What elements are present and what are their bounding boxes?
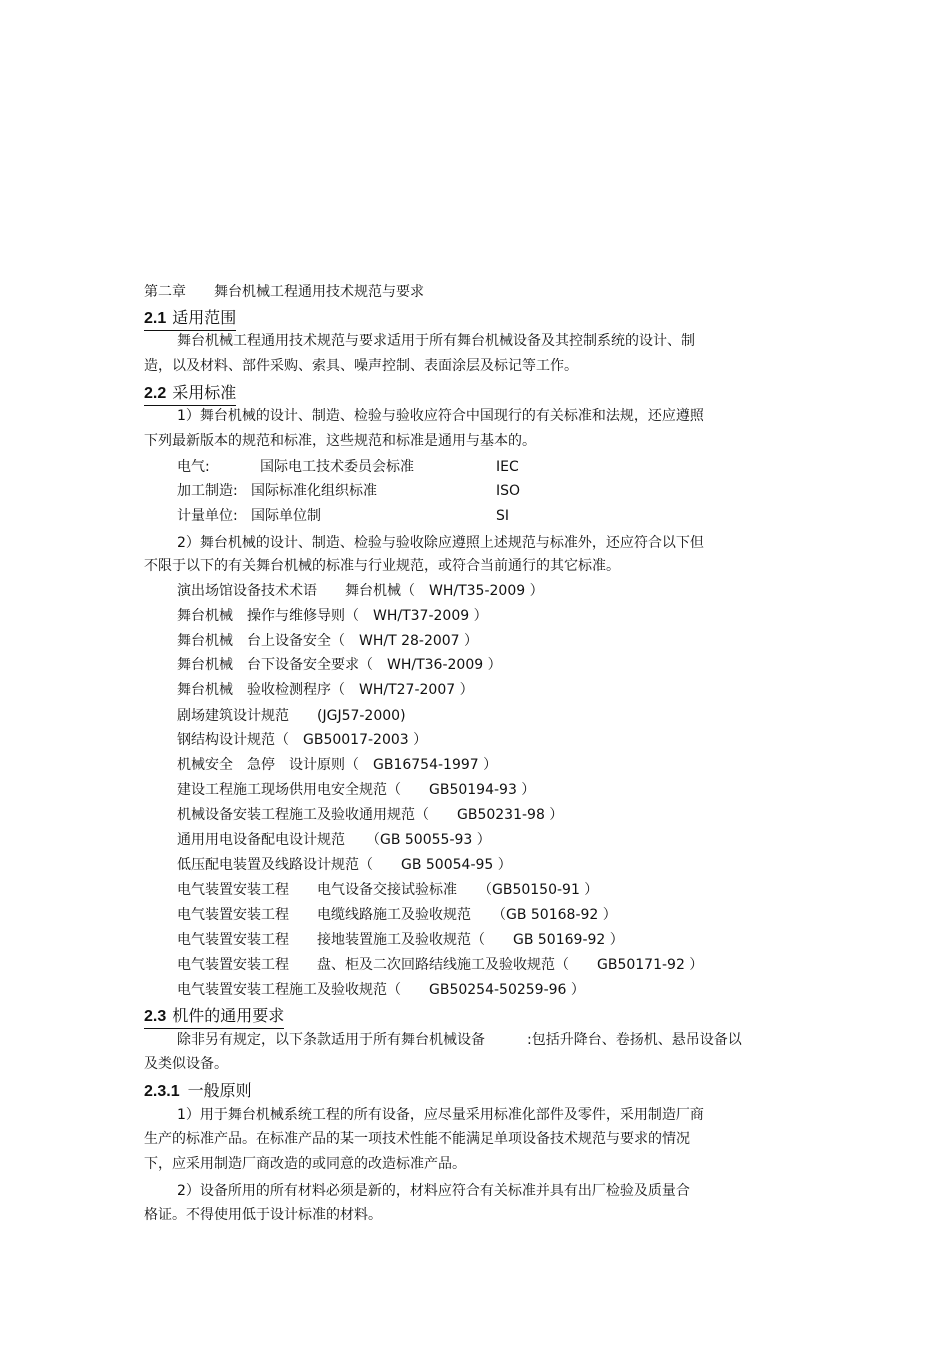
list-item: 电气装置安装工程 电气设备交接试验标准 （GB50150-91 ） [177,882,599,898]
list-item: 舞台机械 操作与维修导则（ WH/T37-2009 ） [177,608,488,624]
section-number: 2.3.1 [144,1083,180,1100]
section-number: 2.3 [144,1008,167,1025]
section-2-1-heading [144,308,236,331]
list-item: 电气装置安装工程 盘、柜及二次回路结线施工及验收规范（ GB50171-92 ） [177,957,704,973]
list-item: 电气装置安装工程施工及验收规范（ GB50254-50259-96 ） [177,982,585,998]
list-item: 电气装置安装工程 电缆线路施工及验收规范 （GB 50168-92 ） [177,907,617,923]
list-item: 演出场馆设备技术术语 舞台机械（ WH/T35-2009 ） [177,583,544,599]
section-2-3-heading [144,1006,284,1029]
standard-field: 加工制造: [177,483,238,499]
paragraph-line: 舞台机械工程通用技术规范与要求适用于所有舞台机械设备及其控制系统的设计、制 [177,333,695,349]
section-title: 采用标准 [172,383,237,402]
list-item: 钢结构设计规范（ GB50017-2003 ） [177,732,428,748]
paragraph-line: 1）舞台机械的设计、制造、检验与验收应符合中国现行的有关标准和法规，还应遵照 [177,408,704,424]
list-item: 舞台机械 验收检测程序（ WH/T27-2007 ） [177,682,474,698]
standard-org: 国际电工技术委员会标准 [260,459,414,475]
list-item: 低压配电装置及线路设计规范（ GB 50054-95 ） [177,857,512,873]
standard-code: IEC [496,459,519,475]
section-number: 2.2 [144,385,167,402]
standard-code: ISO [496,483,521,499]
section-number: 2.1 [144,310,167,327]
standard-org: 国际单位制 [251,508,321,524]
list-item: 建设工程施工现场供用电安全规范（ GB50194-93 ） [177,782,536,798]
paragraph-line: 下，应采用制造厂商改造的或同意的改造标准产品。 [144,1156,466,1172]
section-title: 适用范围 [172,308,237,327]
section-title: 一般原则 [187,1081,252,1100]
list-item: 机械设备安装工程施工及验收通用规范（ GB50231-98 ） [177,807,564,823]
list-item: 舞台机械 台下设备安全要求（ WH/T36-2009 ） [177,657,502,673]
paragraph-line: 2）舞台机械的设计、制造、检验与验收除应遵照上述规范与标准外，还应符合以下但 [177,535,704,551]
standard-org: 国际标准化组织标准 [251,483,377,499]
section-title: 机件的通用要求 [172,1006,285,1025]
section-2-2-heading [144,383,236,406]
paragraph-line: 1）用于舞台机械系统工程的所有设备，应尽量采用标准化部件及零件，采用制造厂商 [177,1107,704,1123]
section-2-3-1-heading [144,1081,252,1102]
standard-code: SI [496,508,510,524]
standard-field: 计量单位: [177,508,238,524]
list-item: 通用用电设备配电设计规范 （GB 50055-93 ） [177,832,491,848]
paragraph-line: 造，以及材料、部件采购、索具、噪声控制、表面涂层及标记等工作。 [144,358,578,374]
paragraph-line: 除非另有规定，以下条款适用于所有舞台机械设备 :包括升降台、卷扬机、悬吊设备以 [177,1032,742,1048]
paragraph-line: 格证。不得使用低于设计标准的材料。 [144,1207,382,1223]
list-item: 电气装置安装工程 接地装置施工及验收规范（ GB 50169-92 ） [177,932,624,948]
chapter-title: 第二章 舞台机械工程通用技术规范与要求 [144,284,424,300]
paragraph-line: 及类似设备。 [144,1056,228,1072]
list-item: 舞台机械 台上设备安全（ WH/T 28-2007 ） [177,633,479,649]
list-item: 机械安全 急停 设计原则（ GB16754-1997 ） [177,757,498,773]
paragraph-line: 2）设备所用的所有材料必须是新的，材料应符合有关标准并具有出厂检验及质量合 [177,1183,690,1199]
paragraph-line: 不限于以下的有关舞台机械的标准与行业规范，或符合当前通行的其它标准。 [144,558,620,574]
paragraph-line: 生产的标准产品。在标准产品的某一项技术性能不能满足单项设备技术规范与要求的情况 [144,1131,690,1147]
standard-field: 电气: [177,459,210,475]
paragraph-line: 下列最新版本的规范和标准，这些规范和标准是通用与基本的。 [144,433,536,449]
list-item: 剧场建筑设计规范 (JGJ57-2000) [177,708,406,724]
